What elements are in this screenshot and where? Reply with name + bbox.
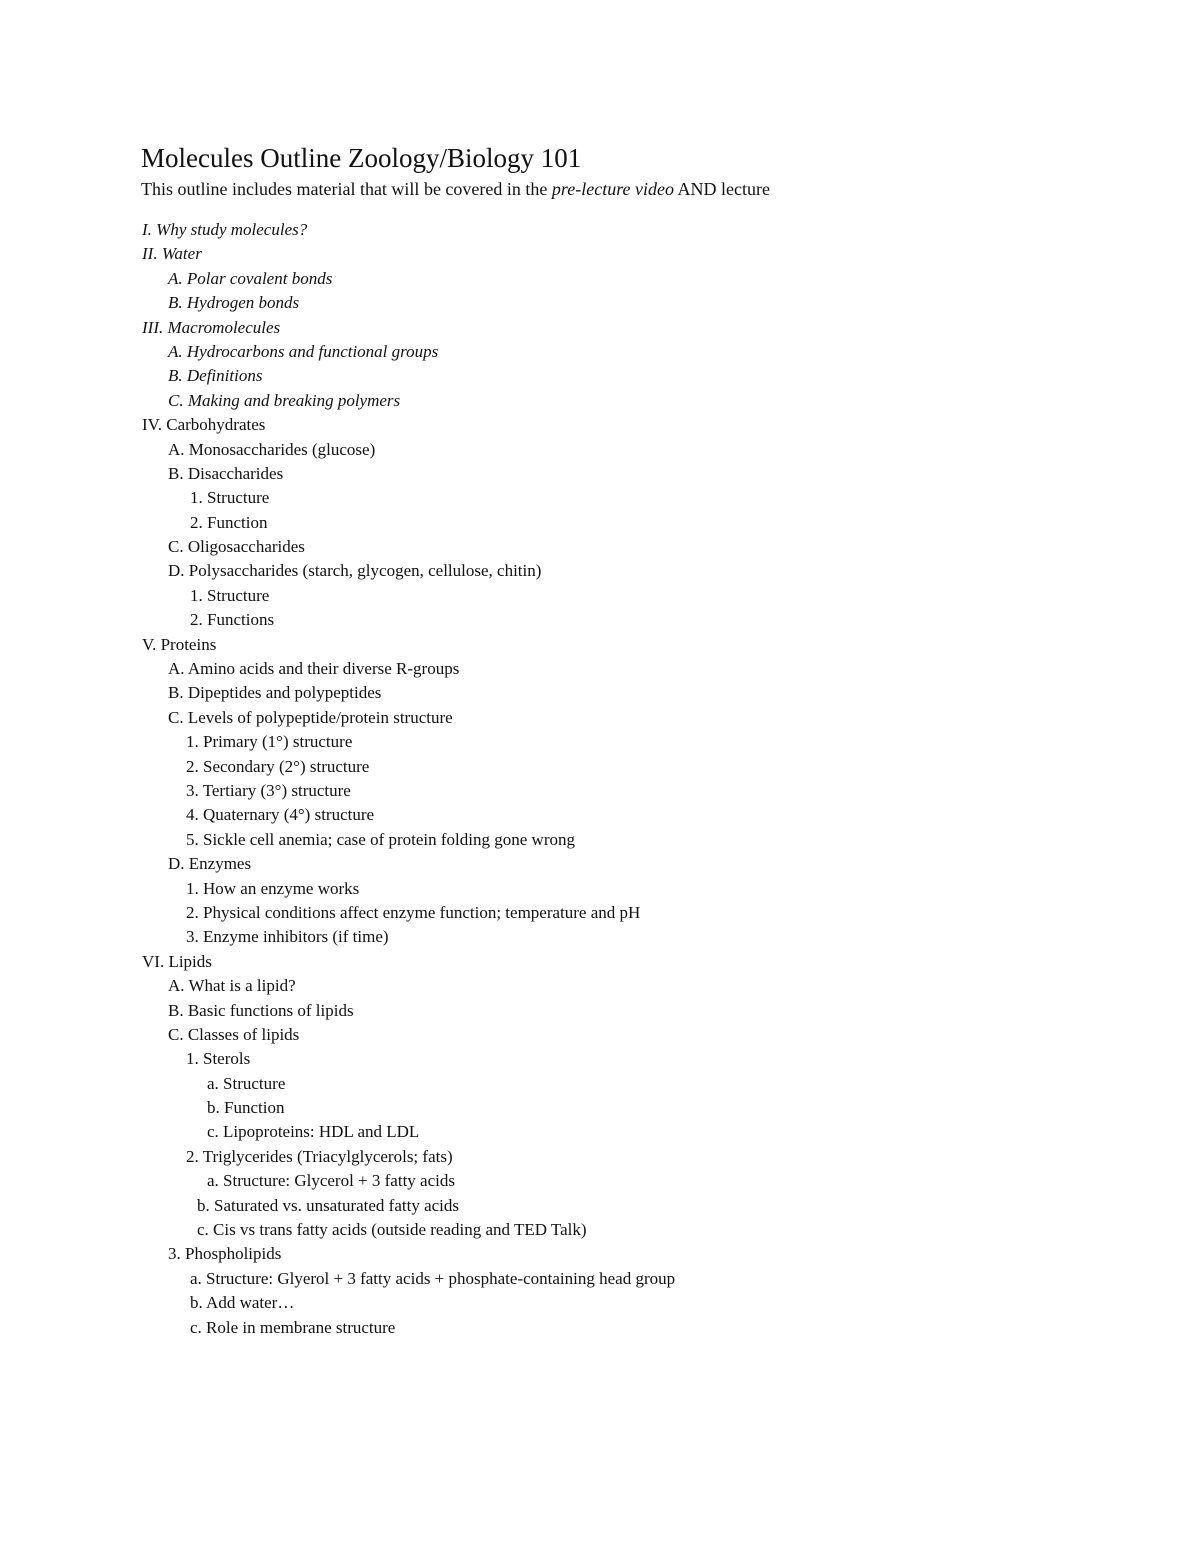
outline-item: c. Lipoproteins: HDL and LDL [207,1122,420,1142]
outline-item: 2. Triglycerides (Triacylglycerols; fats) [186,1146,453,1166]
outline-item: 3. Phospholipids [168,1244,282,1264]
outline-item: b. Saturated vs. unsaturated fatty acids [197,1195,460,1215]
document-title: Molecules Outline Zoology/Biology 101 [141,143,582,173]
outline-item: A. Amino acids and their diverse R-groups [168,659,460,679]
outline-item: A. Polar covalent bonds [168,268,333,288]
outline-item: 1. How an enzyme works [186,878,360,898]
outline-item: 1. Structure [190,488,270,508]
outline-item: 4. Quaternary (4°) structure [186,805,375,825]
outline-item: B. Basic functions of lipids [168,1000,354,1020]
outline-item: 5. Sickle cell anemia; case of protein folding gone wrong [186,829,575,849]
outline-item: A. What is a lipid? [168,976,296,996]
outline-item: IV. Carbohydrates [142,415,266,435]
outline-item: 2. Physical conditions affect enzyme function; temperature and pH [186,902,641,922]
outline-item: 1. Structure [190,585,270,605]
outline-item: c. Role in membrane structure [190,1317,396,1337]
outline-item: C. Classes of lipids [168,1024,300,1044]
outline-item: C. Making and breaking polymers [168,390,401,410]
outline-item: B. Disaccharides [168,463,284,483]
outline-item: 1. Sterols [186,1049,251,1069]
outline-item: B. Hydrogen bonds [168,293,300,313]
outline-item: c. Cis vs trans fatty acids (outside reading and TED Talk) [197,1220,587,1240]
outline-list [0,218,1200,1340]
intro-text-after: AND lecture [674,179,770,199]
intro-emphasis: pre-lecture video [551,179,674,199]
outline-item: C. Levels of polypeptide/protein structure [168,707,453,727]
outline-item: 1. Primary (1°) structure [186,732,353,752]
outline-item: V. Proteins [142,634,217,654]
outline-item: a. Structure: Glyerol + 3 fatty acids + phosphate-containing head group [190,1268,676,1288]
outline-item: 2. Function [190,512,268,532]
outline-item: D. Polysaccharides (starch, glycogen, cellulose, chitin) [168,561,542,581]
outline-item: II. Water [142,244,202,264]
outline-item: a. Structure: Glycerol + 3 fatty acids [207,1171,455,1191]
outline-item: C. Oligosaccharides [168,537,305,557]
outline-item: A. Monosaccharides (glucose) [168,439,376,459]
outline-item: b. Add water… [190,1293,295,1313]
outline-item: III. Macromolecules [142,317,281,337]
outline-item: 3. Enzyme inhibitors (if time) [186,927,389,947]
outline-item: 2. Functions [190,610,275,630]
outline-item: I. Why study molecules? [142,220,308,239]
outline-item: A. Hydrocarbons and functional groups [168,341,439,361]
outline-item: VI. Lipids [142,951,212,971]
outline-item: a. Structure [207,1073,286,1093]
outline-item: B. Dipeptides and polypeptides [168,683,382,703]
outline-item: 2. Secondary (2°) structure [186,756,370,776]
outline-item: D. Enzymes [168,854,252,874]
intro-sentence [141,177,770,201]
outline-item: B. Definitions [168,366,263,386]
intro-text-before: This outline includes material that will be covered in the [141,179,552,199]
outline-item: 3. Tertiary (3°) structure [186,780,351,800]
outline-item: b. Function [207,1098,285,1118]
